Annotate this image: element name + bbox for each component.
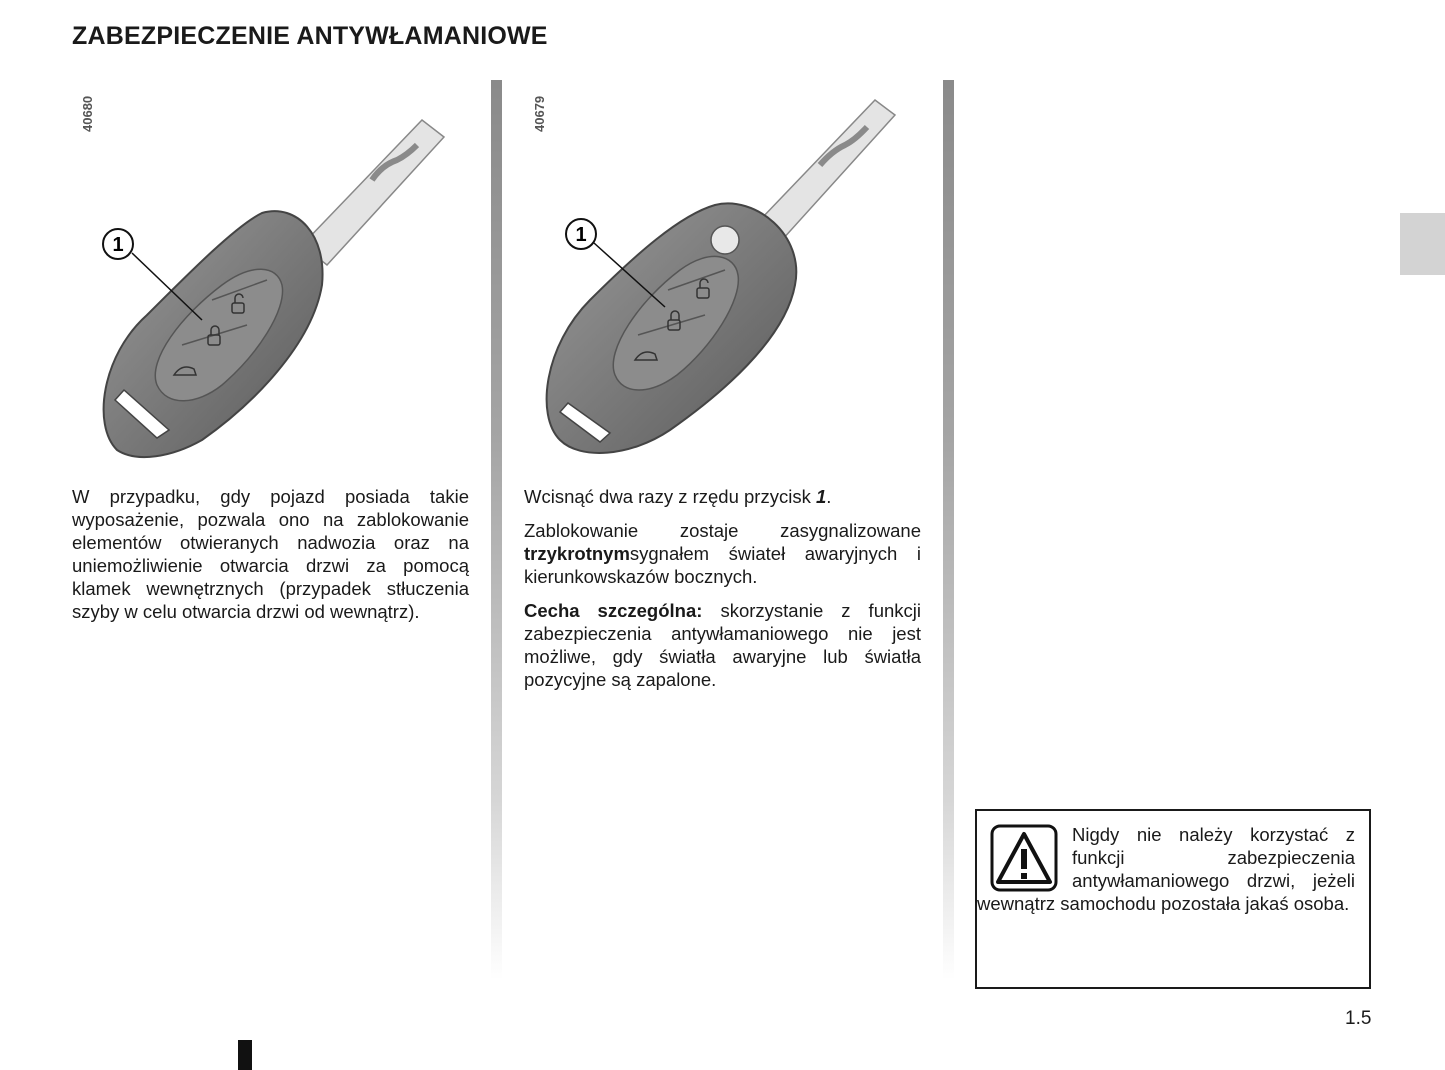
key-fob-flip-illustration (520, 85, 930, 470)
page-marker (238, 1040, 252, 1070)
emphasis: trzykrotnym (524, 543, 630, 564)
text-run: Zablokowanie zostaje zasygnalizowane (524, 520, 921, 541)
signal-paragraph (524, 519, 921, 588)
note-paragraph (524, 599, 921, 691)
intro-paragraph: W przypadku, gdy pojazd posiada takie wyposażenie, pozwala ono na zablokowanie elementów otwieranych nadwozia oraz na uniemożliwienie otwarcia drzwi za pomocą klamek wewnętrznych (przypadek stłuczenia szyby w celu otwarcia drzwi od wewnątrz). (72, 486, 469, 622)
column-separator (943, 80, 954, 980)
column-separator (491, 80, 502, 980)
figure-key-flip (520, 85, 930, 470)
text-run: sygnałem świateł awaryjnych i kierunkowskazów bocznych. (524, 543, 921, 587)
warning-triangle-icon (990, 824, 1058, 892)
column-2-text (524, 485, 921, 702)
callout-label: 1 (112, 234, 124, 256)
callout-label: 1 (575, 224, 587, 246)
text-run: . (826, 486, 832, 507)
page-number: 1.5 (1345, 1008, 1372, 1029)
figure-code: 40679 (532, 95, 547, 132)
text-run: skorzystanie z funkcji zabezpieczenia antywłamaniowego nie jest możliwe, gdy światła awaryjne lub światła pozycyjne są zapalone. (524, 600, 921, 690)
warning-text: Nigdy nie należy korzystać z funkcji zabezpieczenia antywłamaniowego drzwi, jeżeli wewnątrz samochodu pozostała jakaś osoba. (977, 824, 1355, 914)
warning-box (975, 809, 1371, 989)
instruction-paragraph (524, 485, 921, 508)
text-run: Wcisnąć dwa razy z rzędu przycisk (524, 486, 816, 507)
chapter-tab (1400, 213, 1445, 275)
page-title: ZABEZPIECZENIE ANTYWŁAMANIOWE (72, 22, 548, 50)
button-reference: 1 (815, 486, 827, 507)
key-fob-fixed-illustration (72, 85, 482, 470)
note-label: Cecha szczególna: (524, 600, 703, 621)
figure-key-fixed (72, 85, 482, 470)
column-1-text (72, 485, 469, 634)
figure-code: 40680 (80, 95, 95, 132)
